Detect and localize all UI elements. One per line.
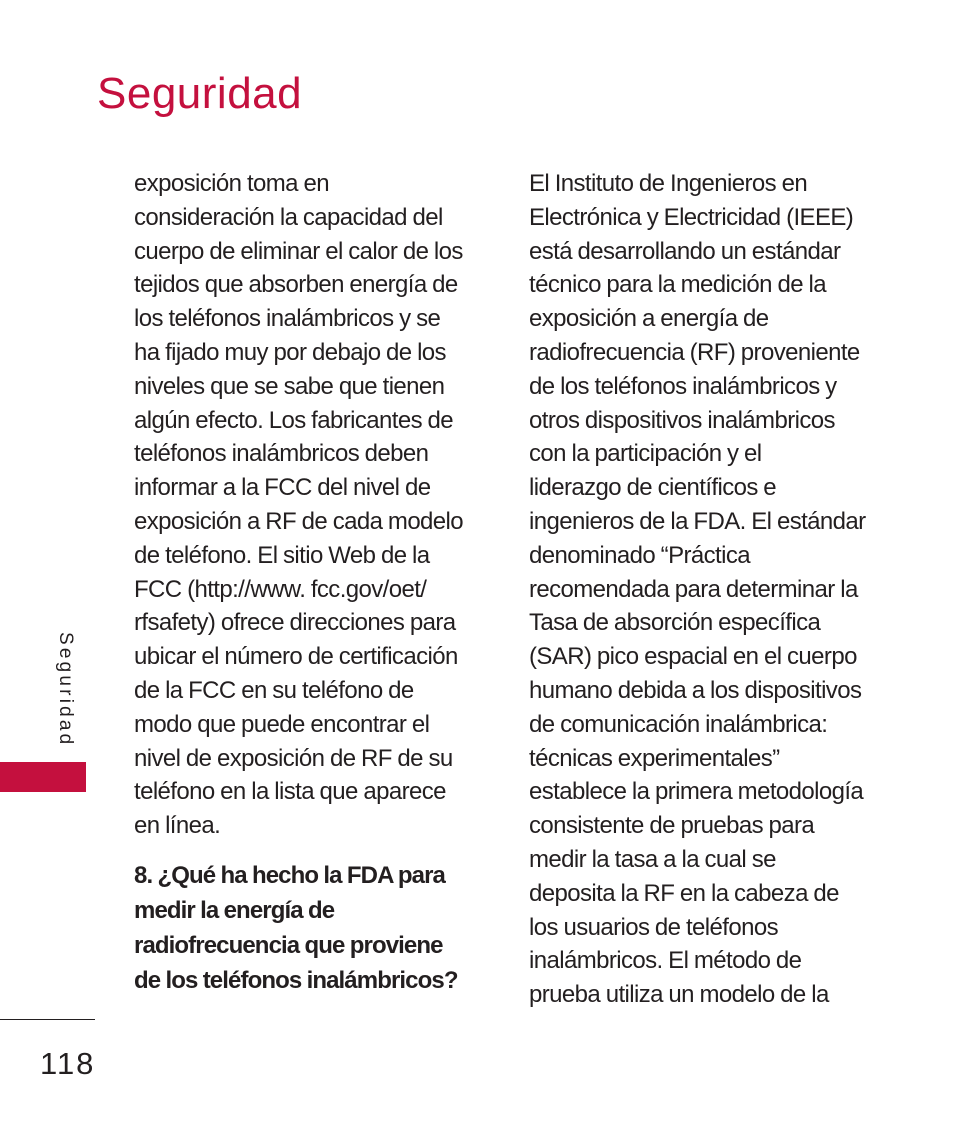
- text-line: inalámbricos. El método de: [529, 947, 802, 975]
- section-tab-marker: [0, 762, 86, 792]
- text-line: teléfono en la lista que aparece: [134, 778, 446, 806]
- text-line: los teléfonos inalámbricos y se: [134, 305, 441, 333]
- page-number: 118: [40, 1046, 96, 1081]
- question-heading: [134, 858, 494, 998]
- text-line: Tasa de absorción específica: [529, 609, 821, 637]
- text-line: recomendada para determinar la: [529, 575, 858, 603]
- right-column: [529, 167, 889, 1012]
- text-line: establece la primera metodología: [529, 778, 864, 806]
- text-line: modo que puede encontrar el: [134, 710, 430, 738]
- text-line: consideración la capacidad del: [134, 203, 443, 231]
- text-line: deposita la RF en la cabeza de: [529, 879, 839, 907]
- text-line: de la FCC en su teléfono de: [134, 676, 414, 704]
- text-line: consistente de pruebas para: [529, 812, 815, 840]
- text-line: otros dispositivos inalámbricos: [529, 406, 835, 434]
- text-line: denominado “Práctica: [529, 541, 750, 569]
- text-line: informar a la FCC del nivel de: [134, 474, 431, 502]
- page-title: Seguridad: [97, 69, 303, 118]
- text-line: de comunicación inalámbrica:: [529, 710, 828, 738]
- text-line: El Instituto de Ingenieros en: [529, 170, 808, 197]
- footer-rule: [0, 1019, 95, 1020]
- text-line: medir la tasa a la cual se: [529, 845, 776, 873]
- text-line: exposición toma en: [134, 170, 329, 197]
- text-line: FCC (http://www. fcc.gov/oet/: [134, 575, 427, 603]
- text-line: teléfonos inalámbricos deben: [134, 440, 429, 468]
- text-line: en línea.: [134, 812, 221, 840]
- text-line: cuerpo de eliminar el calor de los: [134, 237, 463, 265]
- question-line: radiofrecuencia que proviene: [134, 931, 443, 959]
- text-line: humano debida a los dispositivos: [529, 676, 862, 704]
- right-paragraph: [529, 167, 889, 1012]
- text-line: radiofrecuencia (RF) proveniente: [529, 338, 860, 366]
- text-line: de teléfono. El sitio Web de la: [134, 541, 430, 569]
- text-line: los usuarios de teléfonos: [529, 913, 779, 941]
- text-line: (SAR) pico espacial en el cuerpo: [529, 643, 857, 671]
- text-line: algún efecto. Los fabricantes de: [134, 406, 454, 434]
- text-line: con la participación y el: [529, 440, 762, 468]
- left-column: [134, 167, 494, 998]
- text-line: nivel de exposición de RF de su: [134, 744, 453, 772]
- text-line: ingenieros de la FDA. El estándar: [529, 507, 866, 535]
- text-line: liderazgo de científicos e: [529, 474, 777, 502]
- section-side-label: Seguridad: [55, 632, 76, 748]
- text-line: Electrónica y Electricidad (IEEE): [529, 203, 854, 231]
- question-line: 8. ¿Qué ha hecho la FDA para: [134, 861, 445, 889]
- text-line: ubicar el número de certificación: [134, 643, 458, 671]
- text-line: prueba utiliza un modelo de la: [529, 981, 829, 1009]
- text-line: exposición a RF de cada modelo: [134, 507, 464, 535]
- left-paragraph: [134, 167, 494, 843]
- text-line: niveles que se sabe que tienen: [134, 372, 445, 400]
- text-line: exposición a energía de: [529, 305, 769, 333]
- text-line: técnico para la medición de la: [529, 271, 827, 299]
- question-line: de los teléfonos inalámbricos?: [134, 966, 458, 994]
- text-line: está desarrollando un estándar: [529, 237, 841, 265]
- text-line: ha fijado muy por debajo de los: [134, 338, 446, 366]
- text-line: de los teléfonos inalámbricos y: [529, 372, 837, 400]
- question-line: medir la energía de: [134, 896, 335, 924]
- text-line: técnicas experimentales”: [529, 744, 780, 772]
- text-line: tejidos que absorben energía de: [134, 271, 458, 299]
- text-line: rfsafety) ofrece direcciones para: [134, 609, 456, 637]
